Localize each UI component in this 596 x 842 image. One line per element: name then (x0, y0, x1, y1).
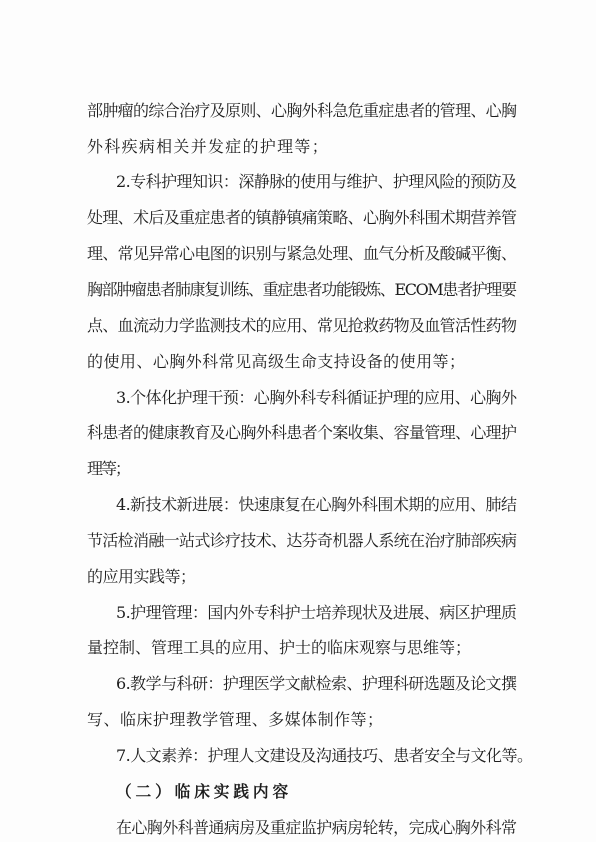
text-line: 外科疾病相关并发症的护理等； (87, 137, 330, 156)
text-line: 点、血流动力学监测技术的应用、常见抢救药物及血管活性药物 (87, 316, 517, 335)
text-line: 部肿瘤的综合治疗及原则、心胸外科急危重症患者的管理、心胸 (87, 101, 517, 120)
text-line: 写、临床护理教学管理、多媒体制作等； (87, 710, 384, 729)
text-line: 胸部肿瘤患者肺康复训练、重症患者功能锻炼、ECOM患者护理要 (87, 280, 516, 299)
text-line: 科患者的健康教育及心胸外科患者个案收集、容量管理、心理护 (87, 423, 517, 442)
text-line: 6.教学与科研：护理医学文献检索、护理科研选题及论文撰 (116, 674, 517, 693)
text-line: 的应用实践等； (87, 567, 196, 586)
text-line: 节活检消融一站式诊疗技术、达芬奇机器人系统在治疗肺部疾病 (87, 531, 517, 550)
text-line: 的使用、心胸外科常见高级生命支持设备的使用等； (87, 352, 466, 371)
text-line: 7.人文素养：护理人文建设及沟通技巧、患者安全与文化等。 (116, 746, 533, 765)
text-line: 在心胸外科普通病房及重症监护病房轮转，完成心胸外科常 (116, 818, 517, 837)
text-line: 5.护理管理：国内外专科护士培养现状及进展、病区护理质 (116, 603, 517, 622)
section-heading: （二）临床实践内容 (116, 782, 293, 801)
text-line: 理等； (87, 459, 129, 478)
text-line: 量控制、管理工具的应用、护士的临床观察与思维等； (87, 638, 471, 657)
text-line: 2.专科护理知识：深静脉的使用与维护、护理风险的预防及 (116, 172, 517, 191)
text-line: 3.个体化护理干预：心胸外科专科循证护理的应用、心胸外 (116, 388, 517, 407)
text-line: 4.新技术新进展：快速康复在心胸外科围术期的应用、肺结 (116, 495, 517, 514)
text-line: 处理、术后及重症患者的镇静镇痛策略、心胸外科围术期营养管 (87, 208, 517, 227)
text-line: 理、常见异常心电图的识别与紧急处理、血气分析及酸碱平衡、 (87, 244, 517, 263)
